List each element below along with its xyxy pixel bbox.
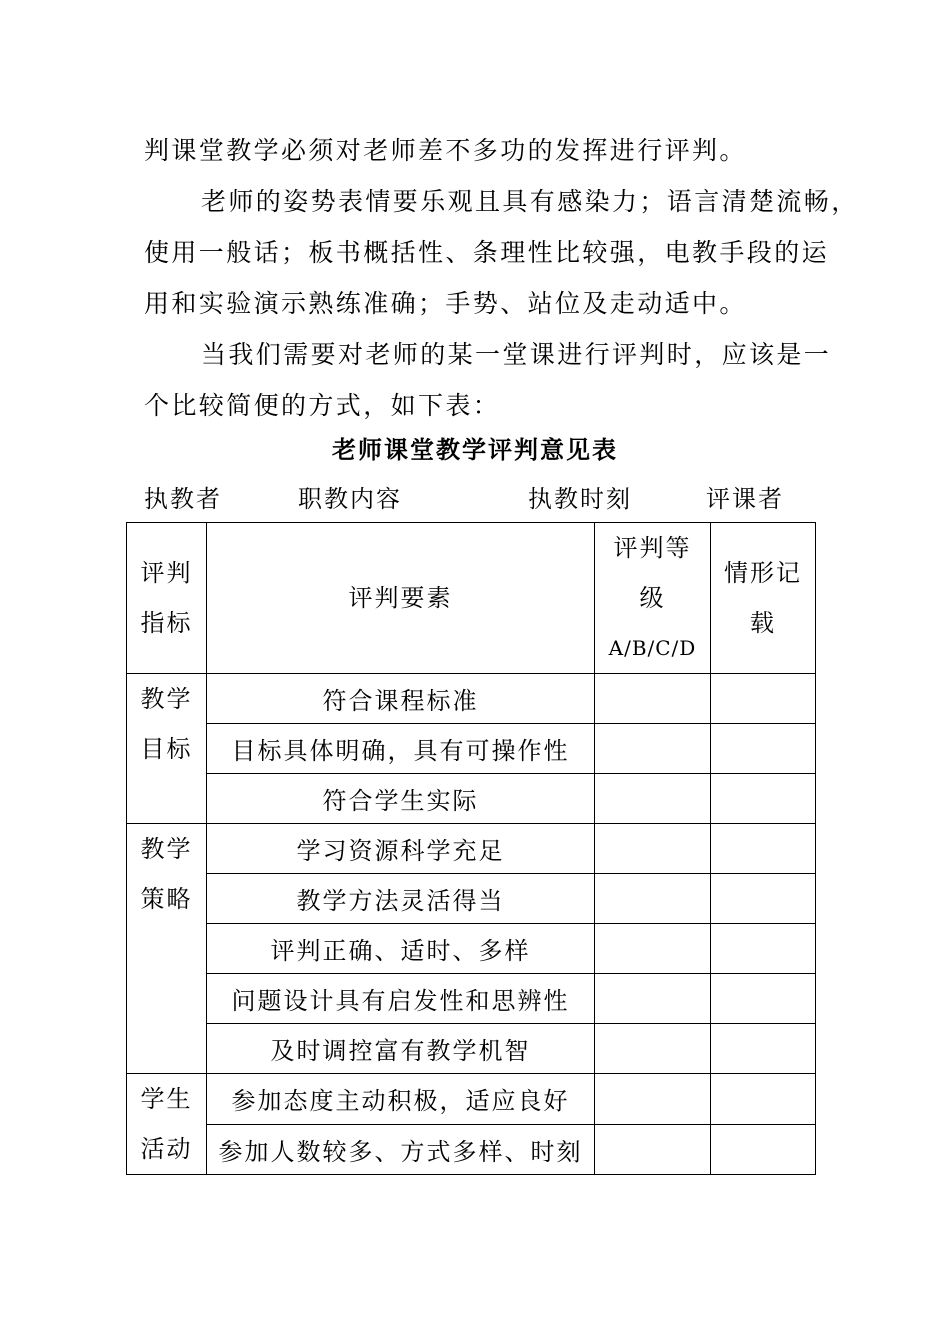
indicator-line2: 目标 <box>140 735 193 763</box>
header-indicator <box>127 523 207 674</box>
element-cell: 评判正确、适时、多样 <box>207 924 595 974</box>
indicator-cell <box>127 674 207 824</box>
table-row <box>127 724 816 774</box>
header-elements-label: 评判要素 <box>348 584 453 612</box>
header-grade-line3: A/B/C/D <box>608 636 697 660</box>
grade-cell[interactable] <box>595 674 711 724</box>
record-cell[interactable] <box>711 1124 816 1175</box>
table-header-row <box>127 523 816 674</box>
table-row <box>127 824 816 874</box>
record-cell[interactable] <box>711 824 816 874</box>
paragraph-line: 当我们需要对老师的某一堂课进行评判时，应该是一 <box>201 340 832 369</box>
indicator-line1: 教学 <box>140 685 193 713</box>
grade-cell[interactable] <box>595 874 711 924</box>
indicator-line1: 学生 <box>140 1085 193 1113</box>
grade-cell[interactable] <box>595 1024 711 1074</box>
header-grade <box>595 523 711 674</box>
indicator-line2: 活动 <box>140 1135 193 1163</box>
grade-cell[interactable] <box>595 974 711 1024</box>
grade-cell[interactable] <box>595 924 711 974</box>
table-row <box>127 1024 816 1074</box>
header-grade-line2: 级 <box>639 584 666 612</box>
evaluation-table <box>126 522 816 1175</box>
indicator-line2: 策略 <box>140 885 193 913</box>
table-row <box>127 924 816 974</box>
grade-cell[interactable] <box>595 774 711 824</box>
header-record-line2: 载 <box>750 609 776 637</box>
table-title: 老师课堂教学评判意见表 <box>332 435 618 464</box>
element-cell: 目标具体明确，具有可操作性 <box>207 724 595 774</box>
record-cell[interactable] <box>711 724 816 774</box>
record-cell[interactable] <box>711 1074 816 1125</box>
record-cell[interactable] <box>711 774 816 824</box>
indicator-line1: 教学 <box>140 835 193 863</box>
paragraph-line: 用和实验演示熟练准确；手势、站位及走动适中。 <box>144 289 747 318</box>
meta-teacher: 执教者 <box>144 485 222 513</box>
paragraph-line: 个比较简便的方式，如下表： <box>144 391 501 420</box>
element-cell: 符合课程标准 <box>207 674 595 724</box>
element-cell: 符合学生实际 <box>207 774 595 824</box>
header-grade-line1: 评判等 <box>613 534 692 562</box>
meta-reviewer: 评课者 <box>706 485 784 513</box>
meta-time: 执教时刻 <box>528 485 632 513</box>
header-record <box>711 523 816 674</box>
paragraph-line: 使用一般话；板书概括性、条理性比较强，电教手段的运 <box>144 238 830 267</box>
grade-cell[interactable] <box>595 1124 711 1175</box>
header-elements <box>207 523 595 674</box>
record-cell[interactable] <box>711 924 816 974</box>
grade-cell[interactable] <box>595 724 711 774</box>
grade-cell[interactable] <box>595 824 711 874</box>
header-indicator-line1: 评判 <box>140 559 193 587</box>
table-row <box>127 974 816 1024</box>
header-indicator-line2: 指标 <box>140 609 193 637</box>
element-cell: 教学方法灵活得当 <box>207 874 595 924</box>
paragraph-line: 判课堂教学必须对老师差不多功的发挥进行评判。 <box>144 136 747 165</box>
meta-content: 职教内容 <box>298 485 402 513</box>
element-cell: 参加态度主动积极，适应良好 <box>207 1074 595 1125</box>
table-row <box>127 1074 816 1125</box>
record-cell[interactable] <box>711 1024 816 1074</box>
table-row <box>127 674 816 724</box>
element-cell: 参加人数较多、方式多样、时刻 <box>207 1124 595 1175</box>
record-cell[interactable] <box>711 974 816 1024</box>
record-cell[interactable] <box>711 874 816 924</box>
element-cell: 问题设计具有启发性和思辨性 <box>207 974 595 1024</box>
paragraph-line: 老师的姿势表情要乐观且具有感染力；语言清楚流畅， <box>201 187 859 216</box>
grade-cell[interactable] <box>595 1074 711 1125</box>
indicator-cell <box>127 824 207 1074</box>
header-record-line1: 情形记 <box>724 559 802 587</box>
element-cell: 学习资源科学充足 <box>207 824 595 874</box>
table-row <box>127 874 816 924</box>
record-cell[interactable] <box>711 674 816 724</box>
table-row <box>127 1124 816 1175</box>
element-cell: 及时调控富有教学机智 <box>207 1024 595 1074</box>
indicator-cell <box>127 1074 207 1175</box>
table-row <box>127 774 816 824</box>
